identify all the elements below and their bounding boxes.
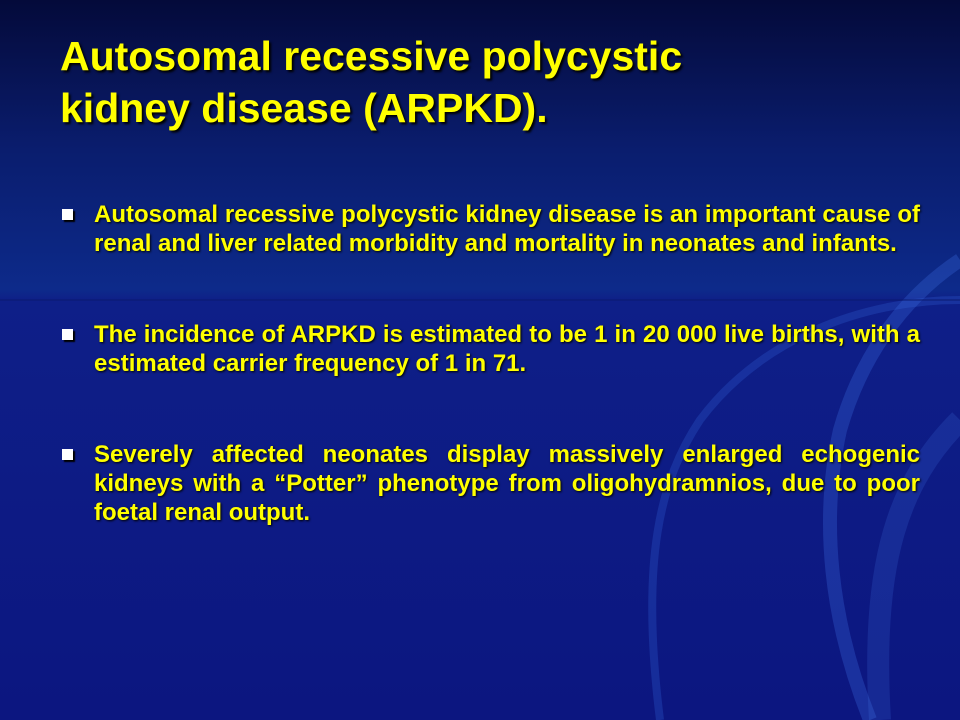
square-bullet-icon xyxy=(62,209,73,220)
slide-title-line-1: Autosomal recessive polycystic xyxy=(60,33,683,79)
bullet-item-2 xyxy=(60,320,920,378)
bullet-list xyxy=(60,200,920,527)
bullet-text-1: Autosomal recessive polycystic kidney disease is an important cause of renal and liver related morbidity and mortality in neonates and infants. xyxy=(94,201,920,257)
bullet-item-3 xyxy=(60,440,920,527)
slide-title-line-2: kidney disease (ARPKD). xyxy=(60,85,548,131)
bullet-item-1 xyxy=(60,200,920,258)
square-bullet-icon xyxy=(62,449,73,460)
bullet-text-2: The incidence of ARPKD is estimated to be 1 in 20 000 live births, with a estimated carrier frequency of 1 in 71. xyxy=(94,321,920,377)
bullet-text-3: Severely affected neonates display massively enlarged echogenic kidneys with a “Potter” phenotype from oligohydramnios, due to poor foetal renal output. xyxy=(94,441,920,526)
square-bullet-icon xyxy=(62,329,73,340)
slide-title xyxy=(60,30,920,134)
